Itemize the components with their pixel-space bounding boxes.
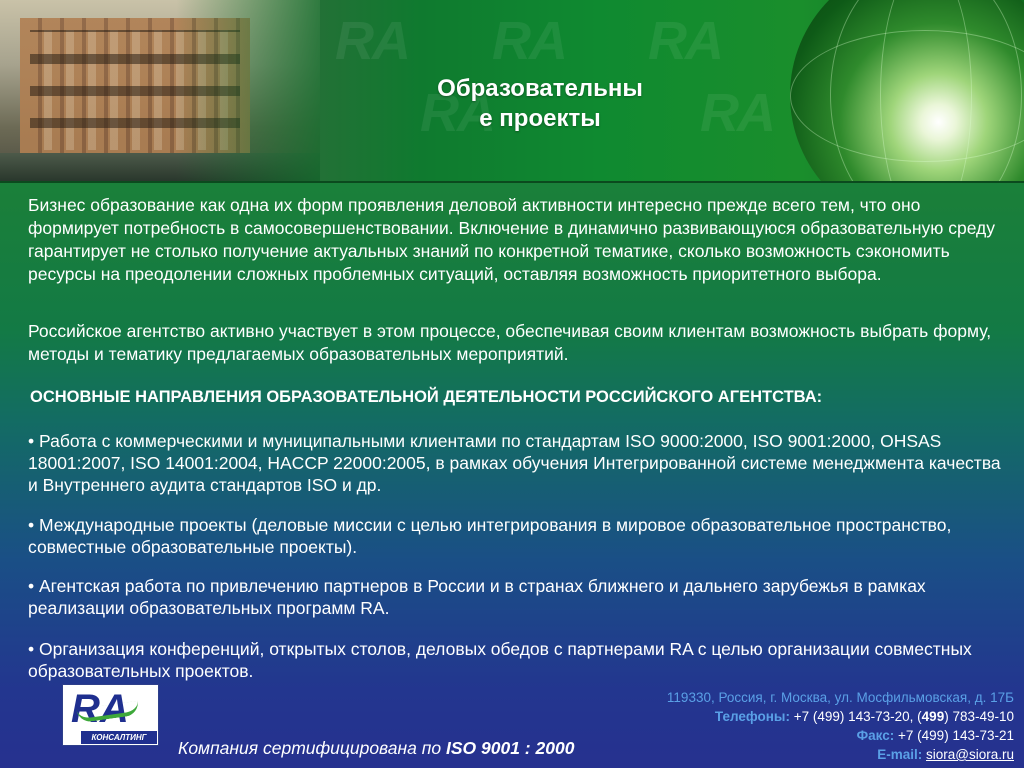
address: 119330, Россия, г. Москва, ул. Мосфильмовская, д. 17Б — [666, 690, 1014, 705]
email-label: E-mail: — [877, 747, 923, 762]
intro-paragraph-2: Российское агентство активно участвует в этом процессе, обеспечивая своим клиентам возможность выбрать форму, методы и тематику предлагаемых образовательных мероприятий. — [28, 321, 992, 364]
email-line — [534, 745, 1014, 764]
phones-code: 499 — [921, 709, 945, 724]
direction-item: • Международные проекты (деловые миссии с целью интегрирования в мировое образовательное пространство, совместные образовательные проекты). — [28, 515, 952, 557]
header-banner — [0, 0, 1024, 183]
phones-value-a: +7 (499) 143-73-20, ( — [789, 709, 922, 724]
logo-letters: RA — [71, 687, 129, 731]
page-title — [400, 74, 680, 134]
header-divider — [0, 181, 1024, 183]
title-line-2: е проекты — [479, 105, 601, 132]
phones-line — [534, 707, 1014, 726]
company-logo — [62, 684, 159, 746]
fax-label: Факс: — [856, 728, 895, 743]
direction-item: • Организация конференций, открытых столов, деловых обедов с партнерами RA с целью организации совместных образовательных проектов. — [28, 639, 972, 681]
watermark-ra: RA — [648, 11, 722, 71]
email-link[interactable]: siora@siora.ru — [926, 747, 1014, 762]
watermark-ra: RA — [492, 11, 566, 71]
globe-icon — [790, 0, 1024, 183]
contact-block — [534, 688, 1014, 764]
direction-item: • Агентская работа по привлечению партнеров в России и в странах ближнего и дальнего зарубежья в рамках реализации образовательных программ RA. — [28, 576, 926, 618]
cert-text: Компания сертифицирована по — [178, 738, 446, 758]
watermark-ra: RA — [700, 83, 774, 143]
intro-paragraph-1: Бизнес образование как одна их форм проявления деловой активности интересно прежде всего тем, что оно формирует потребность в самосовершенствовании. Включение в динамично развивающуюся образовательную среду гарантирует не столько получение актуальных знаний по конкретной тематике, сколько возможность сэкономить ресурсы на преодолении сложных проблемных ситуаций, оставляя возможность приоритетного выбора. — [28, 195, 996, 284]
phones-label: Телефоны: — [714, 709, 790, 724]
directions-heading: ОСНОВНЫЕ НАПРАВЛЕНИЯ ОБРАЗОВАТЕЛЬНОЙ ДЕЯТЕЛЬНОСТИ РОССИЙСКОГО АГЕНТСТВА: — [30, 388, 823, 406]
fax-value: +7 (499) 143-73-21 — [894, 728, 1014, 743]
watermark-ra: RA — [335, 11, 409, 71]
globe-parallel — [790, 30, 1024, 162]
direction-item: • Работа с коммерческими и муниципальными клиентами по стандартам ISO 9000:2000, ISO 9001:2000, OHSAS 18001:2007, ISO 14001:2004, HACCP 22000:2005, в рамках обучения Интегрированной системе менеджмента качества и Внутреннего аудита стандартов ISO и др. — [28, 431, 1001, 495]
certification-note — [178, 738, 574, 759]
watermark-ra: RA — [420, 83, 494, 143]
photo-fade — [0, 0, 320, 183]
cert-iso: ISO 9001 : 2000 — [446, 738, 575, 758]
fax-line — [534, 726, 1014, 745]
title-line-1: Образовательны — [437, 75, 643, 102]
logo-subtitle: КОНСАЛТИНГ — [81, 731, 157, 744]
phones-value-b: ) 783-49-10 — [944, 709, 1014, 724]
building-photo — [0, 0, 320, 183]
